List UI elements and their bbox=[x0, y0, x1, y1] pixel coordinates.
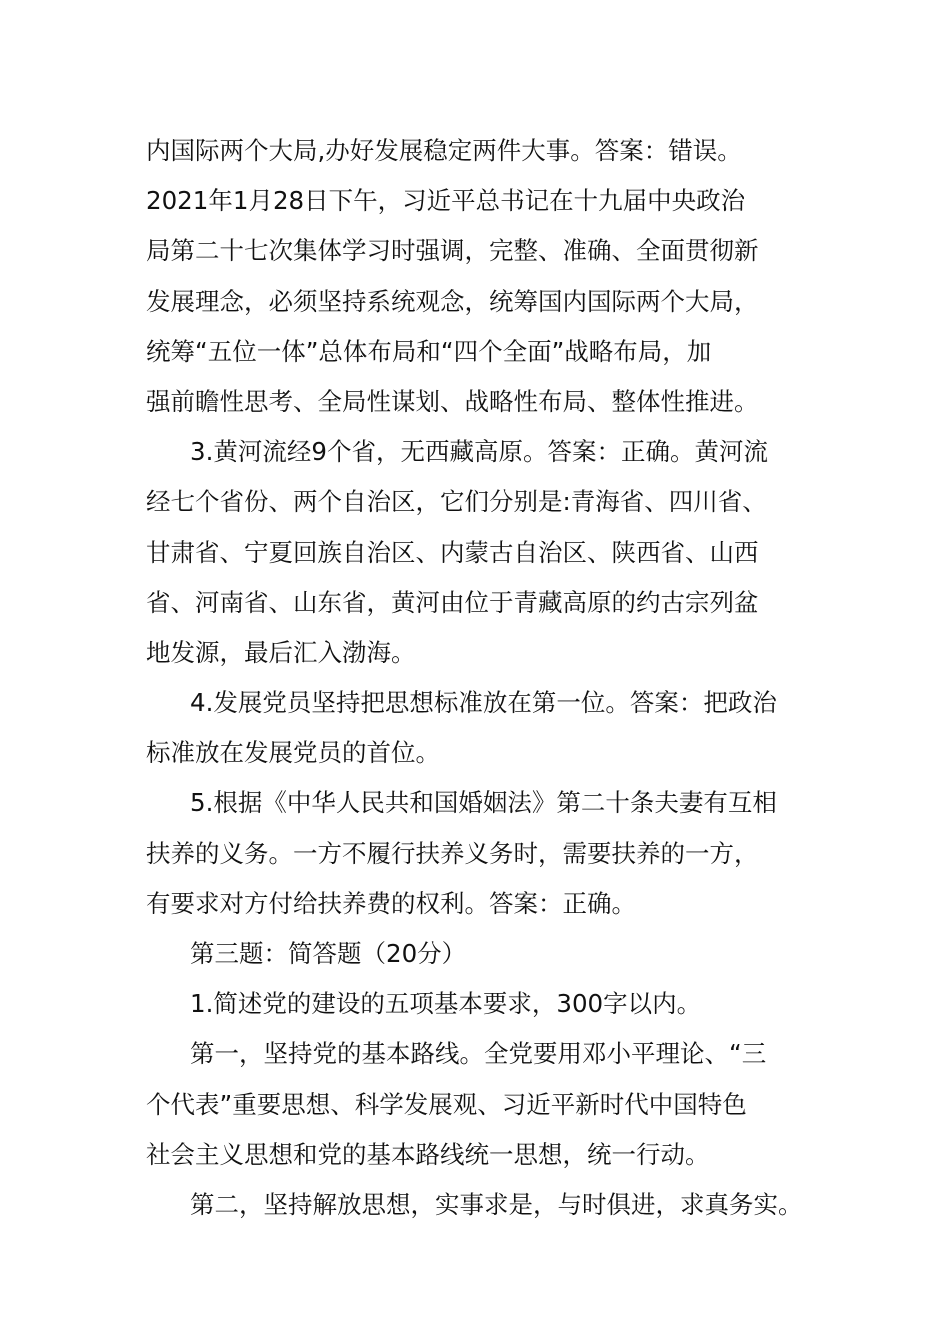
text-line-2: 2021年1月28日下午，习近平总书记在十九届中央政治 bbox=[146, 186, 746, 216]
text-line-15: 扶养的义务。一方不履行扶养义务时，需要扶养的一方， bbox=[146, 838, 759, 868]
text-line-18: 1.简述党的建设的五项基本要求，300字以内。 bbox=[190, 989, 702, 1019]
text-line-3: 局第二十七次集体学习时强调，完整、准确、全面贯彻新 bbox=[146, 236, 759, 266]
text-line-13: 标准放在发展党员的首位。 bbox=[146, 738, 440, 768]
text-line-11: 地发源，最后汇入渤海。 bbox=[146, 637, 416, 667]
section-heading: 第三题：简答题（20分） bbox=[190, 939, 467, 968]
document-body bbox=[146, 126, 826, 1230]
text-line-6: 强前瞻性思考、全局性谋划、战略性布局、整体性推进。 bbox=[146, 386, 759, 416]
text-line-4: 发展理念，必须坚持系统观念，统筹国内国际两个大局， bbox=[146, 286, 759, 316]
text-line-12: 4.发展党员坚持把思想标准放在第一位。答案：把政治 bbox=[190, 688, 777, 718]
text-line-1: 内国际两个大局,办好发展稳定两件大事。答案：错误。 bbox=[146, 136, 742, 165]
text-line-21: 社会主义思想和党的基本路线统一思想，统一行动。 bbox=[146, 1139, 710, 1169]
text-line-5: 统筹“五位一体”总体布局和“四个全面”战略布局，加 bbox=[146, 336, 712, 366]
text-line-16: 有要求对方付给扶养费的权利。答案：正确。 bbox=[146, 888, 636, 918]
text-line-20: 个代表”重要思想、科学发展观、习近平新时代中国特色 bbox=[146, 1089, 747, 1119]
text-line-8: 经七个省份、两个自治区，它们分别是:青海省、四川省、 bbox=[146, 487, 767, 517]
text-line-22: 第二，坚持解放思想，实事求是，与时俱进，求真务实。 bbox=[190, 1189, 803, 1219]
text-line-7: 3.黄河流经9个省，无西藏高原。答案：正确。黄河流 bbox=[190, 437, 768, 467]
text-line-19: 第一，坚持党的基本路线。全党要用邓小平理论、“三 bbox=[190, 1039, 767, 1069]
text-line-10: 省、河南省、山东省，黄河由位于青藏高原的约古宗列盆 bbox=[146, 587, 759, 617]
text-line-14: 5.根据《中华人民共和国婚姻法》第二十条夫妻有互相 bbox=[190, 788, 777, 818]
text-line-9: 甘肃省、宁夏回族自治区、内蒙古自治区、陕西省、山西 bbox=[146, 537, 759, 567]
